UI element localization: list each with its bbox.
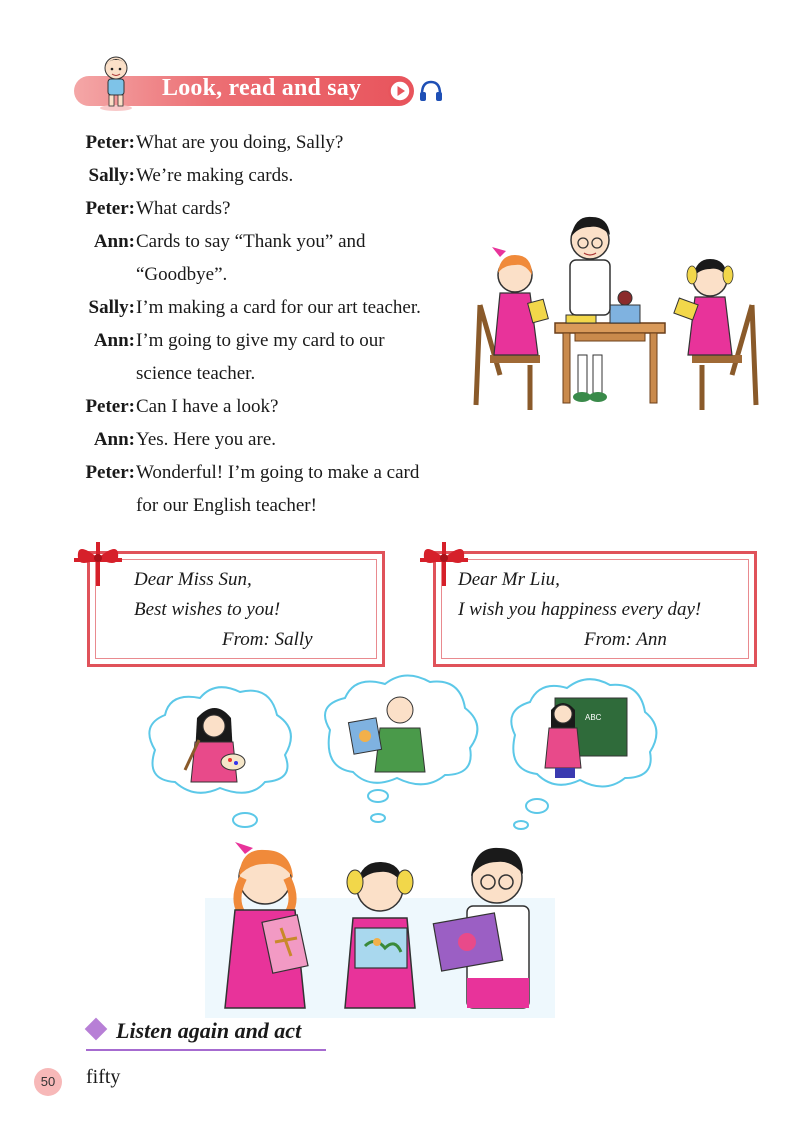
diamond-bullet-icon [85,1018,108,1041]
dialogue-text: What cards? [136,198,231,219]
card-message: I wish you happiness every day! [458,599,702,620]
speaker-label: Peter: [85,396,135,417]
greeting-card-ann [433,551,757,667]
dialogue-text: We’re making cards. [136,165,294,186]
header-title: Look, read and say [162,75,362,101]
page-number-word: fifty [86,1066,121,1088]
thought-clouds [135,670,675,830]
speaker-label: Peter: [85,462,135,483]
dialogue-text: “Goodbye”. [136,264,228,285]
section-header [74,72,414,108]
kid-mascot-icon [96,52,136,112]
dialogue-line [70,423,470,456]
speaker-label: Peter: [85,198,135,219]
play-audio-icon[interactable] [388,79,412,103]
dialogue-line [70,390,470,423]
dialogue-line [70,456,470,489]
page-number: 50 [34,1068,62,1096]
greeting-card-sally [87,551,385,667]
board-text: ABC [585,713,602,722]
classroom-illustration [470,205,760,415]
card-greeting: Dear Mr Liu, [458,569,560,590]
dialogue-line [70,192,470,225]
dialogue-text: What are you doing, Sally? [136,132,344,153]
speaker-label: Sally: [88,297,135,318]
card-greeting: Dear Miss Sun, [134,569,252,590]
speaker-label: Ann: [93,429,135,450]
dialogue-text: I’m making a card for our art teacher. [136,297,421,318]
dialogue-line [70,489,470,522]
dialogue-text: Can I have a look? [136,396,279,417]
section-title: Listen again and act [116,1018,302,1043]
section-underline [86,1049,326,1051]
dialogue-line [70,159,470,192]
ribbon-bow-icon [412,532,476,588]
dialogue [70,126,470,522]
card-message: Best wishes to you! [134,599,281,620]
ribbon-bow-icon [66,532,130,588]
dialogue-line [70,357,470,390]
headphones-icon[interactable] [418,78,444,104]
card-from: From: Ann [584,629,667,650]
dialogue-text: Wonderful! I’m going to make a card [136,462,420,483]
dialogue-line [70,291,470,324]
dialogue-text: Yes. Here you are. [136,429,277,450]
speaker-label: Ann: [93,231,135,252]
dialogue-text: for our English teacher! [136,495,317,516]
dialogue-line [70,324,470,357]
speaker-label: Peter: [85,132,135,153]
dialogue-text: science teacher. [136,363,256,384]
dialogue-text: I’m going to give my card to our [136,330,385,351]
dialogue-text: Cards to say “Thank you” and [136,231,366,252]
speaker-label: Sally: [88,165,135,186]
dialogue-line [70,225,470,258]
dialogue-line [70,126,470,159]
card-from: From: Sally [222,629,313,650]
dialogue-line [70,258,470,291]
speaker-label: Ann: [93,330,135,351]
children-with-cards-illustration [205,838,555,1018]
